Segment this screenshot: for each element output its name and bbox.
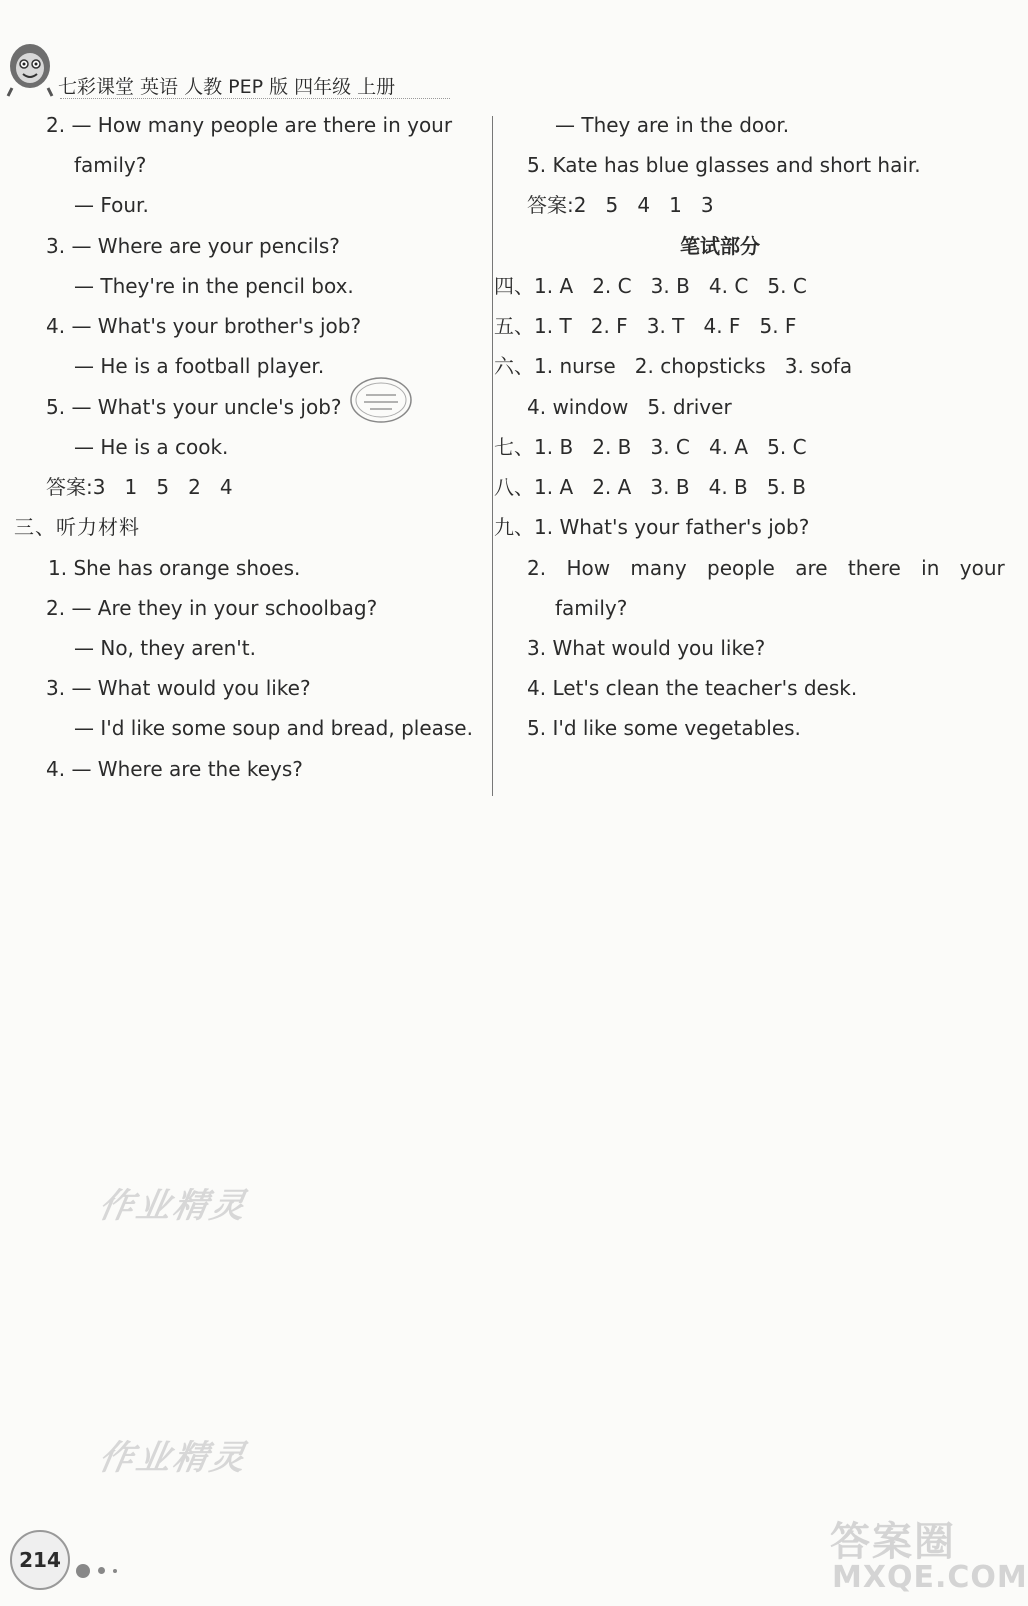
left-line: — Four. [74,193,149,217]
answer-line: 4. window 5. driver [527,395,732,419]
answer-line: 六、1. nurse 2. chopsticks 3. sofa [494,354,853,378]
left-line: — No, they aren't. [74,636,257,660]
right-line: 5. I'd like some vegetables. [527,716,801,740]
left-line: 5. — What's your uncle's job? [46,395,342,419]
mascot-icon [6,40,54,98]
left-line: — He is a football player. [74,354,325,378]
right-line: 3. What would you like? [527,636,766,660]
answer-line: 四、1. A 2. C 3. B 4. C 5. C [494,274,807,298]
left-line: — I'd like some soup and bread, please. [74,716,473,740]
right-line: 4. Let's clean the teacher's desk. [527,676,858,700]
section-heading: 笔试部分 [680,234,760,258]
answer-line: 八、1. A 2. A 3. B 4. B 5. B [494,475,807,499]
page-header [0,40,470,110]
left-line: 2. — Are they in your schoolbag? [46,596,378,620]
watermark: 作业精灵 [95,1186,251,1226]
left-line: 4. — What's your brother's job? [46,314,362,338]
left-line: 4. — Where are the keys? [46,757,303,781]
header-rule [60,98,450,99]
left-line: — He is a cook. [74,435,229,459]
answer-line: 答案:3 1 5 2 4 [46,475,233,499]
page-number: 214 [10,1530,70,1590]
page-dots [76,1560,125,1579]
left-line: family? [74,153,147,177]
left-line: 1. She has orange shoes. [48,556,301,580]
left-line: — They're in the pencil box. [74,274,354,298]
right-line: 九、1. What's your father's job? [494,515,810,539]
left-line: 3. — Where are your pencils? [46,234,340,258]
header-title: 七彩课堂 英语 人教 PEP 版 四年级 上册 [58,76,396,98]
site-logo: 答案圈 [830,1519,956,1565]
answer-line: 七、1. B 2. B 3. C 4. A 5. C [494,435,807,459]
site-url: MXQE.COM [832,1560,1028,1595]
stamp-graphic [348,375,414,425]
right-line: 5. Kate has blue glasses and short hair. [527,153,921,177]
answer-line: 五、1. T 2. F 3. T 4. F 5. F [494,314,797,338]
answer-line: 答案:2 5 4 1 3 [527,193,714,217]
column-divider [492,116,493,796]
section-heading: 三、听力材料 [14,515,140,539]
right-line: — They are in the door. [555,113,790,137]
left-line: 3. — What would you like? [46,676,311,700]
right-line: family? [555,596,628,620]
watermark: 作业精灵 [95,1438,251,1478]
left-line: 2. — How many people are there in your [46,113,453,137]
right-line: 2. How many people are there in your [527,556,1005,580]
